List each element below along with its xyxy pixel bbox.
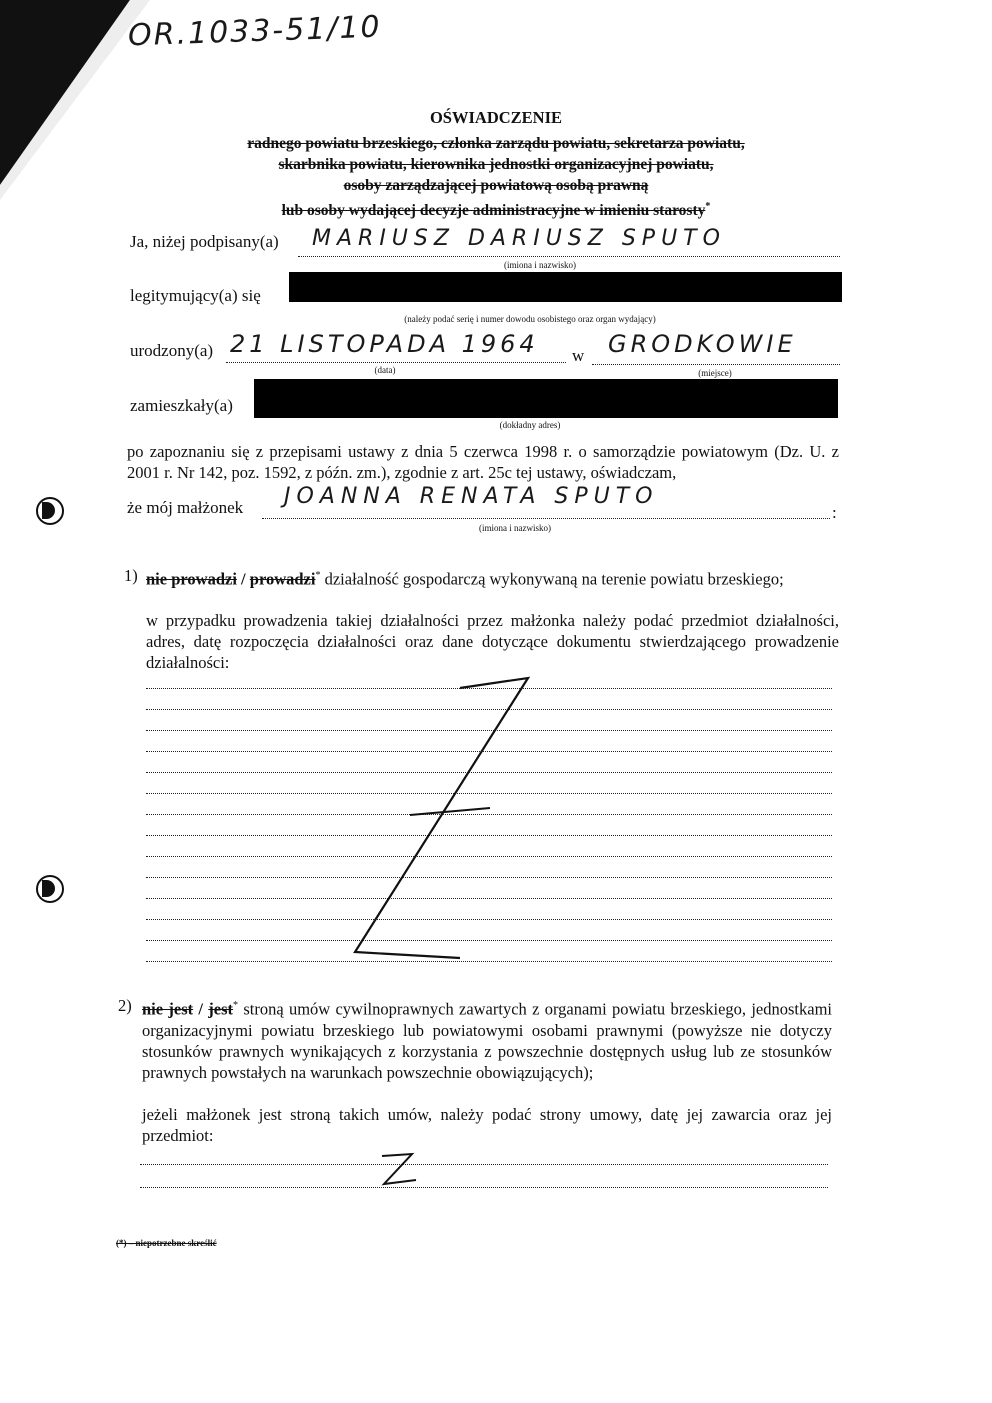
- signer-line: [298, 256, 840, 257]
- z-cancellation-mark-small: [376, 1150, 426, 1190]
- born-date-caption: (data): [374, 365, 396, 375]
- document-title: OŚWIADCZENIE: [429, 108, 563, 127]
- signer-name: MARIUSZ DARIUSZ SPUTO: [312, 226, 726, 251]
- asterisk-mark: *: [705, 201, 711, 212]
- born-place-line: [592, 364, 840, 365]
- section-2-option-b: jest: [208, 999, 234, 1019]
- spouse-name: JOANNA RENATA SPUTO: [284, 484, 659, 509]
- address-caption: (dokładny adres): [499, 420, 561, 430]
- spouse-label: że mój małżonek: [127, 498, 244, 517]
- born-place: GRODKOWIE: [608, 330, 797, 358]
- address-redaction: [254, 379, 838, 418]
- section-1-number: 1): [124, 566, 138, 585]
- header-line-1: radnego powiatu brzeskiego, członka zarządu powiatu, sekretarza powiatu,: [247, 135, 745, 152]
- born-date: 21 LISTOPADA 1964: [230, 330, 539, 358]
- intro-text: po zapoznaniu się z przepisami ustawy z dnia 5 czerwca 1998 r. o samorządzie powiatowym (Dz. U. z 2001 r. Nr 142, poz. 1592, z późn. zm.), zgodnie z art. 25c tej ustawy, oświadczam,: [127, 442, 839, 482]
- spouse-line: [262, 518, 830, 519]
- section-1-instruction: w przypadku prowadzenia takiej działalności przez małżonka należy podać przedmiot działalności, adres, datę rozpoczęcia działalności oraz dane dotyczące dokumentu stwierdzającego prowadzenie działalności:: [146, 611, 839, 672]
- section-2-asterisk: *: [233, 1000, 239, 1011]
- section-1-statement: nie prowadzi / prowadzi* działalność gospodarczą wykonywaną na terenie powiatu brzeskiego;: [146, 569, 784, 589]
- section-1-option-b: prowadzi: [249, 569, 316, 589]
- born-label: urodzony(a): [130, 341, 214, 360]
- header-line-2: skarbnika powiatu, kierownika jednostki organizacyjnej powiatu,: [278, 156, 714, 173]
- section-2-option-a: nie jest: [142, 999, 194, 1019]
- address-label: zamieszkały(a): [130, 396, 233, 415]
- reference-number: OR.1033-51/10: [127, 9, 383, 54]
- spouse-colon: :: [832, 503, 837, 522]
- id-caption: (należy podać serię i numer dowodu osobistego oraz organ wydający): [404, 314, 656, 324]
- signer-label: Ja, niżej podpisany(a): [130, 232, 279, 251]
- binder-hole-top: [36, 497, 64, 525]
- section-1-option-a: nie prowadzi: [146, 569, 237, 589]
- header-line-4: lub osoby wydającej decyzje administracyjne w imieniu starosty*: [281, 201, 711, 220]
- binder-hole-bottom: [36, 875, 64, 903]
- footnote: (*) – niepotrzebne skreślić: [116, 1238, 217, 1248]
- id-redaction: [289, 272, 842, 302]
- section-2-instruction: jeżeli małżonek jest stroną takich umów, należy podać strony umowy, datę jej zawarcia oraz jej przedmiot:: [142, 1105, 832, 1145]
- born-place-caption: (miejsce): [698, 368, 732, 378]
- signer-caption: (imiona i nazwisko): [504, 260, 576, 270]
- born-in-label: w: [572, 346, 585, 365]
- born-date-line: [226, 362, 566, 363]
- section-1-asterisk: *: [315, 570, 321, 581]
- section-2-statement: nie jest / jest* stroną umów cywilnoprawnych zawartych z organami powiatu brzeskiego, jednostkami organizacyjnymi powiatu brzeskiego lub powiatowymi osobami prawnymi (powyższe nie dotyczy stosunków prawnych wynikających z korzystania z powszechnie dostępnych usług lub ze stosunków prawnych powstałych na warunkach powszechnie obowiązujących);: [142, 999, 832, 1082]
- section-2-number: 2): [118, 996, 132, 1015]
- spouse-caption: (imiona i nazwisko): [479, 523, 551, 533]
- header-line-3: osoby zarządzającej powiatową osobą prawną: [343, 177, 649, 194]
- z-cancellation-mark-large: [330, 670, 550, 970]
- id-label: legitymujący(a) się: [130, 286, 261, 305]
